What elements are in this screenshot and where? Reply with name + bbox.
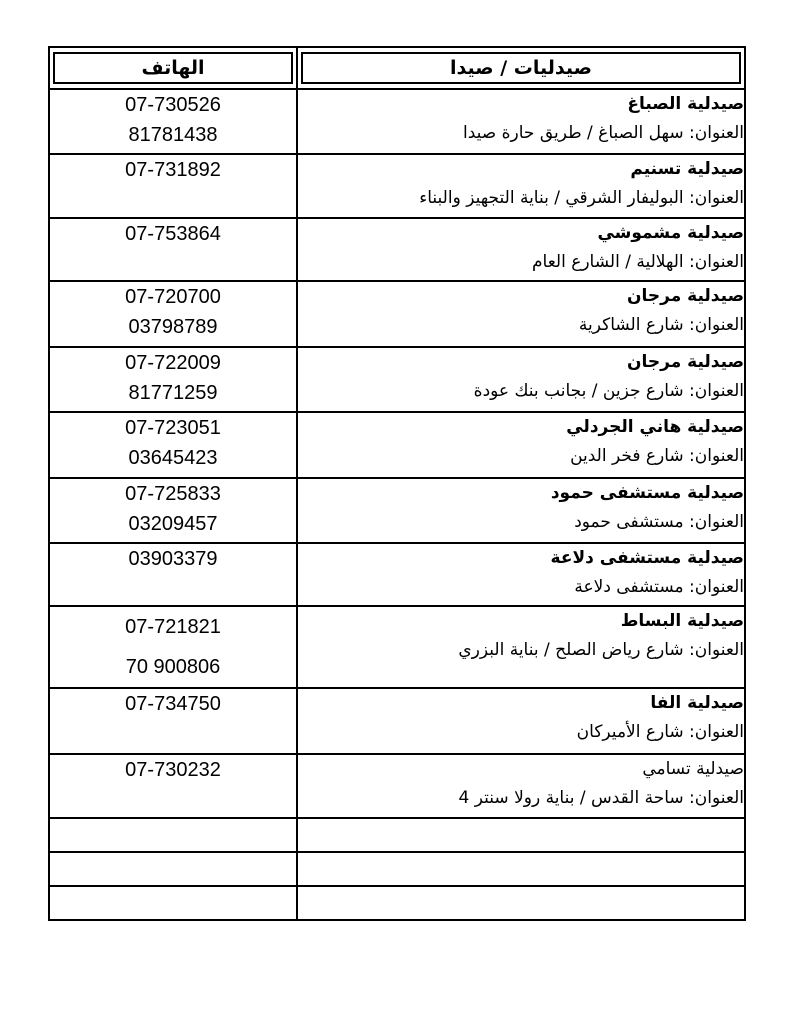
table-row	[49, 412, 745, 478]
phone-cell	[49, 281, 297, 347]
table-row	[49, 478, 745, 543]
pharmacy-name: صيدلية هاني الجردلي	[566, 417, 744, 437]
pharmacy-address: العنوان: الهلالية / الشارع العام	[531, 252, 744, 272]
pharmacy-name: صيدلية مرجان	[627, 286, 744, 306]
empty-cell	[297, 818, 745, 852]
pharmacy-cell	[297, 688, 745, 754]
pharmacy-address: العنوان: مستشفى حمود	[574, 512, 744, 532]
table-row	[49, 606, 745, 688]
header-row	[49, 47, 745, 89]
pharmacy-cell	[297, 154, 745, 218]
table-row	[49, 154, 745, 218]
pharmacy-cell	[297, 89, 745, 154]
phone-number: 07-753864	[125, 223, 221, 245]
phone-number: 07-730232	[125, 759, 221, 781]
pharmacy-cell	[297, 478, 745, 543]
pharmacy-address: العنوان: شارع جزين / بجانب بنك عودة	[473, 381, 744, 401]
empty-row	[49, 818, 745, 852]
pharmacy-name: صيدلية تسنيم	[630, 159, 744, 179]
phone-number: 07-731892	[125, 159, 221, 181]
phone-cell	[49, 543, 297, 606]
empty-row	[49, 886, 745, 920]
table-row	[49, 347, 745, 412]
pharmacy-address: العنوان: ساحة القدس / بناية رولا سنتر 4	[458, 788, 744, 808]
phone-cell	[49, 606, 297, 688]
empty-cell	[49, 818, 297, 852]
pharmacy-address: العنوان: سهل الصباغ / طريق حارة صيدا	[463, 123, 744, 143]
empty-row	[49, 852, 745, 886]
empty-cell	[49, 886, 297, 920]
pharmacy-address: العنوان: شارع رياض الصلح / بناية البزري	[458, 640, 744, 660]
phone-cell	[49, 754, 297, 818]
phone-cell	[49, 347, 297, 412]
phone-cell	[49, 218, 297, 281]
table-row	[49, 688, 745, 754]
pharmacy-cell	[297, 606, 745, 688]
pharmacy-cell	[297, 412, 745, 478]
phone-number: 03798789	[128, 316, 218, 338]
phone-number: 07-730526	[125, 94, 221, 116]
pharmacy-name: صيدلية مشموشي	[597, 223, 744, 243]
pharmacy-cell	[297, 347, 745, 412]
phone-header: الهاتف	[49, 47, 297, 89]
pharmacy-cell	[297, 218, 745, 281]
phone-number: 03645423	[128, 447, 218, 469]
phone-cell	[49, 89, 297, 154]
phone-number: 03903379	[128, 548, 218, 570]
pharmacy-name: صيدلية تسامي	[642, 759, 744, 779]
pharmacy-cell	[297, 281, 745, 347]
phone-number: 07-734750	[125, 693, 221, 715]
pharmacy-address: العنوان: شارع فخر الدين	[570, 446, 744, 466]
pharmacy-name: صيدلية مرجان	[627, 352, 744, 372]
phone-cell	[49, 478, 297, 543]
phone-number: 07-723051	[125, 417, 221, 439]
table-row	[49, 281, 745, 347]
phone-number: 81771259	[128, 382, 218, 404]
table-row	[49, 543, 745, 606]
phone-number: 70 900806	[125, 656, 221, 678]
pharmacy-address: العنوان: مستشفى دلاعة	[574, 577, 744, 597]
pharmacy-name: صيدلية الفا	[650, 693, 744, 713]
phone-number: 03209457	[128, 513, 218, 535]
pharmacy-address: العنوان: شارع الأميركان	[576, 722, 744, 742]
pharmacy-name: صيدلية مستشفى دلاعة	[550, 548, 744, 568]
pharmacies-table	[48, 46, 746, 921]
phone-number: 07-722009	[125, 352, 221, 374]
pharmacy-address: العنوان: شارع الشاكرية	[578, 315, 744, 335]
pharmacy-cell	[297, 543, 745, 606]
pharmacy-name: صيدلية الصباغ	[627, 94, 744, 114]
pharmacy-name: صيدلية البساط	[620, 611, 744, 631]
phone-number: 07-725833	[125, 483, 221, 505]
pharmacies-header: صيدليات / صيدا	[297, 47, 745, 89]
pharmacy-cell	[297, 754, 745, 818]
phone-number: 07-720700	[125, 286, 221, 308]
table-row	[49, 218, 745, 281]
empty-cell	[297, 852, 745, 886]
phone-cell	[49, 412, 297, 478]
table-row	[49, 754, 745, 818]
table-row	[49, 89, 745, 154]
empty-cell	[297, 886, 745, 920]
empty-cell	[49, 852, 297, 886]
pharmacy-name: صيدلية مستشفى حمود	[550, 483, 744, 503]
phone-cell	[49, 688, 297, 754]
phone-number: 07-721821	[125, 616, 221, 638]
pharmacy-address: العنوان: البوليفار الشرقي / بناية التجهيز والبناء	[419, 188, 744, 208]
phone-number: 81781438	[128, 124, 218, 146]
phone-cell	[49, 154, 297, 218]
